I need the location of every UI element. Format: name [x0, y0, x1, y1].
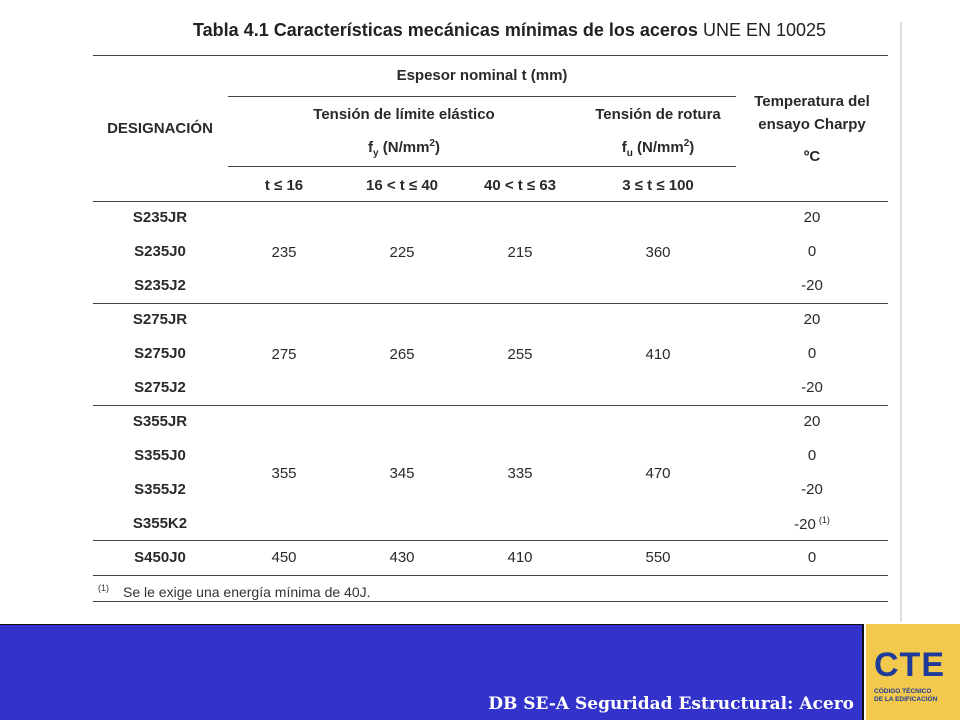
temp-cell-with-note: -20 $^{(1)}$	[794, 515, 830, 533]
cte-logo	[866, 624, 960, 720]
table-title-bold: Tabla 4.1 Características mecánicas mínimas de los aceros	[193, 20, 698, 40]
fy-cell: 235	[271, 244, 297, 261]
grade-cell: S355J2	[134, 481, 186, 498]
cte-logo-subtitle: CÓDIGO TÉCNICO DE LA EDIFICACIÓN	[874, 688, 938, 703]
fy-cell: 355	[271, 465, 297, 482]
footnote-text: Se le exige una energía mínima de 40J.	[123, 584, 371, 600]
header-bottom-rule	[93, 201, 888, 202]
grade-cell: S275JR	[132, 311, 188, 328]
fy-cell: 430	[389, 549, 415, 566]
temperature-header-line2: ensayo Charpy	[758, 116, 866, 133]
grade-cell: S235JR	[132, 209, 188, 226]
temp-cell: 0	[807, 345, 817, 362]
fy-cell: 275	[271, 346, 297, 363]
group-rule-2	[93, 405, 888, 406]
fy-cell: 265	[389, 346, 415, 363]
thickness-header: Espesor nominal t (mm)	[396, 67, 568, 84]
grade-cell: S235J2	[134, 277, 186, 294]
ultimate-strength-header: Tensión de rotura	[595, 106, 721, 123]
thickness-header-rule	[228, 96, 736, 97]
grade-cell: S450J0	[134, 549, 186, 566]
group-rule-4	[93, 575, 888, 576]
range-header-4: 3 ≤ t ≤ 100	[622, 177, 694, 194]
temp-cell: 20	[803, 413, 821, 430]
table-top-rule	[93, 55, 888, 56]
table-footnote	[98, 583, 371, 600]
range-header-3: 40 < t ≤ 63	[483, 177, 557, 194]
fu-cell: 360	[645, 244, 671, 261]
table-bottom-rule	[93, 601, 888, 602]
yield-strength-unit: $f_y$ $(N/mm^2)$	[368, 138, 440, 159]
footer-bar	[0, 624, 864, 720]
fu-cell: 550	[645, 549, 671, 566]
temp-cell: -20	[801, 481, 823, 498]
footnote-mark: (1)	[98, 583, 109, 593]
temp-cell: -20	[801, 379, 823, 396]
grade-cell: S275J2	[134, 379, 186, 396]
temperature-header-line1: Temperatura del	[754, 93, 870, 110]
grade-cell: S355K2	[132, 515, 188, 532]
table-title-standard: UNE EN 10025	[702, 20, 827, 40]
group-rule-3	[93, 540, 888, 541]
fu-cell: 470	[645, 465, 671, 482]
ultimate-strength-unit: $f_u$ $(N/mm^2)$	[621, 138, 695, 159]
range-header-1: t ≤ 16	[264, 177, 304, 194]
temp-cell: 0	[807, 447, 817, 464]
fy-cell: 215	[507, 244, 533, 261]
cte-logo-text: CTE	[874, 646, 945, 684]
temp-cell: -20	[801, 277, 823, 294]
grade-cell: S355JR	[132, 413, 188, 430]
grade-cell: S275J0	[134, 345, 186, 362]
temp-cell: 0	[807, 243, 817, 260]
grade-cell: S355J0	[134, 447, 186, 464]
grade-cell: S235J0	[134, 243, 186, 260]
fy-cell: 410	[507, 549, 533, 566]
range-header-2: 16 < t ≤ 40	[365, 177, 439, 194]
fy-cell: 225	[389, 244, 415, 261]
yield-strength-header: Tensión de límite elástico	[313, 106, 495, 123]
right-divider	[900, 22, 902, 622]
fu-cell: 410	[645, 346, 671, 363]
stress-header-rule	[228, 166, 736, 167]
temperature-unit: ºC	[803, 148, 821, 165]
table-title	[193, 20, 826, 41]
temp-cell: 0	[807, 549, 817, 566]
temp-cell: 20	[803, 311, 821, 328]
footer-title: DB SE-A Seguridad Estructural: Acero	[488, 694, 854, 714]
fy-cell: 345	[389, 465, 415, 482]
temp-cell: 20	[803, 209, 821, 226]
designation-header: DESIGNACIÓN	[107, 120, 213, 137]
fy-cell: 335	[507, 465, 533, 482]
group-rule-1	[93, 303, 888, 304]
fy-cell: 255	[507, 346, 533, 363]
fy-cell: 450	[271, 549, 297, 566]
